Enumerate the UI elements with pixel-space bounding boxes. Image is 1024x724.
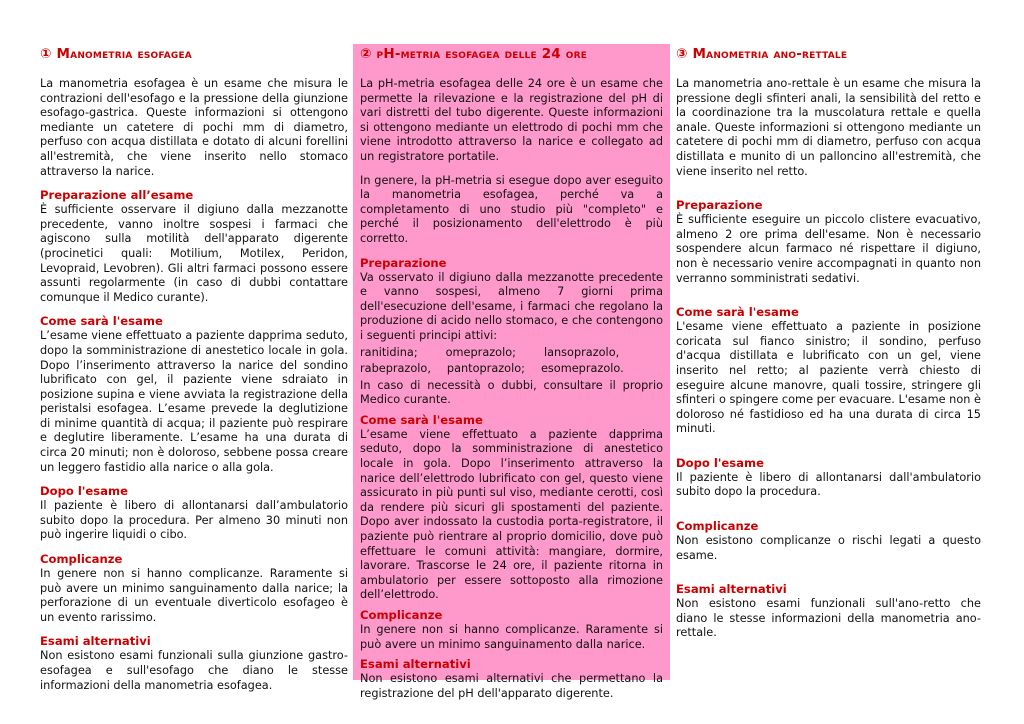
how-text: L’esame viene effettuato a paziente dapprima seduto, dopo la somministrazione di anestetico locale in gola. Dopo l’inserimento attraverso la narice del sondino lubrificato con gel, il paziente viene sdraiato in posizione supina e viene avviata la registrazione della peristalsi esofagea. L’esame prevede la deglutizione di minime quantità di acqua; il paziente può respirare e deglutire liberamente. L’esame ha una durata di circa 20 minuti; non è doloroso, sebbene possa creare un leggero fastidio alla narice o alla gola. bbox=[40, 329, 348, 474]
drug-name: rabeprazolo, bbox=[360, 362, 431, 376]
prep-title: Preparazione bbox=[676, 198, 763, 213]
alternatives-title: Esami alternativi bbox=[40, 634, 151, 649]
drug-name: pantoprazolo; bbox=[446, 362, 525, 376]
how-title: Come sarà l'esame bbox=[360, 412, 483, 427]
alternatives-text: Non esistono esami funzionali sull'ano-retto che diano le stesse informazioni della manometria ano-rettale. bbox=[676, 597, 981, 640]
drug-name: esomeprazolo. bbox=[540, 362, 624, 376]
after-text: Il paziente è libero di allontanarsi dall'ambulatorio subito dopo la procedura. bbox=[676, 470, 981, 499]
complications-text: In genere non si hanno complicanze. Raramente si può avere un minimo sanguinamento dalla narice. bbox=[360, 623, 663, 651]
section-heading: ② pH-metria esofagea delle 24 ore bbox=[360, 46, 588, 62]
alternatives-text: Non esistono esami funzionali sulla giunzione gastro-esofagea e sull'esofago che diano le stesse informazioni della manometria esofagea. bbox=[40, 649, 348, 692]
drug-name: omeprazolo; bbox=[445, 345, 516, 359]
section-heading: ① Manometria esofagea bbox=[40, 46, 192, 62]
prep-title: Preparazione all’esame bbox=[40, 188, 194, 203]
how-text: L'esame viene effettuato a paziente in posizione coricata sul fianco sinistro; il sondino, perfuso d'acqua distillata e lubrificato con un gel, viene inserito nel retto; al paziente verrà chiesto di eseguire alcune manovre, quali tossire, stringere gli sfinteri o spingere come per evacuare. L'esame non è doloroso né fastidioso ed ha una durata di circa 15 minuti. bbox=[676, 320, 981, 436]
intro-text-2: In genere, la pH-metria si esegue dopo aver eseguito la manometria esofagea, perché va a completamento di uno studio più "completo" e perché il posizionamento dell'elettrodo è più corretto. bbox=[360, 173, 663, 245]
prep-note: In caso di necessità o dubbi, consultare il proprio Medico curante. bbox=[360, 378, 663, 407]
section-heading: ③ Manometria ano-rettale bbox=[676, 46, 848, 62]
after-title: Dopo l'esame bbox=[40, 484, 128, 499]
how-title: Come sarà l'esame bbox=[40, 314, 163, 329]
how-title: Come sarà l'esame bbox=[676, 305, 799, 320]
how-text: L’esame viene effettuato a paziente dapprima seduto, dopo la somministrazione di anestetico locale in gola. Dopo l’inserimento attraverso la narice dell’elettrodo lubrificato con gel, questo viene assicurato in più punti sul viso, mediante cerotti, così da rendere più sicuri gli spostamenti del paziente. Dopo aver indossato la custodia porta-registratore, il paziente può rientrare al proprio domicilio, dove può effettuare le comuni attività: mangiare, dormire, lavorare. Trascorse le 24 ore, il paziente ritorna in ambulatorio per essere sottoposto alla rimozione dell’elettrodo. bbox=[360, 427, 663, 602]
intro-text: La pH-metria esofagea delle 24 ore è un esame che permette la rilevazione e la registrazione del pH di vari distretti del tubo digerente. Queste informazioni si ottengono mediante un elettrodo di pochi mm che viene introdotto attraverso la narice e collegato ad un registratore portatile. bbox=[360, 77, 663, 163]
alternatives-text: Non esistono esami alternativi che permettano la registrazione del pH dell'apparato digerente. bbox=[360, 672, 663, 700]
prep-title: Preparazione bbox=[360, 255, 447, 270]
complications-text: Non esistono complicanze o rischi legati a questo esame. bbox=[676, 534, 981, 562]
column-ph-metry bbox=[353, 44, 670, 700]
column-esophageal-manometry bbox=[40, 44, 348, 694]
prep-text: Va osservato il digiuno dalla mezzanotte precedente e vanno sospesi, almeno 7 giorni prima dell'esecuzione dell'esame, i farmaci che regolano la produzione di acido nello stomaco, e che contengono i seguenti principi attivi: bbox=[360, 270, 663, 342]
prep-text: È sufficiente eseguire un piccolo clistere evacuativo, almeno 2 ore prima dell'esame. Non è necessario sospendere alcun farmaco né rispettare il digiuno, non è necessario venire accompagnati in quanto non verranno somministrati sedativi. bbox=[676, 213, 981, 285]
prep-text: È sufficiente osservare il digiuno dalla mezzanotte precedente, vanno inoltre sospesi i farmaci che agiscono sulla motilità dell'apparato digerente (procinetici quali: Motilium, Motilex, Peridon, Levopraid, Levobren). Gli altri farmaci possono essere assunti regolarmente (in caso di dubbi contattare comunque il Medico curante). bbox=[40, 203, 348, 304]
complications-title: Complicanze bbox=[360, 608, 443, 622]
column-anorectal-manometry bbox=[676, 44, 981, 642]
after-title: Dopo l'esame bbox=[676, 455, 764, 470]
intro-text: La manometria esofagea è un esame che misura le contrazioni dell'esofago e la pressione della giunzione esofago-gastrica. Queste informazioni si ottengono mediante un catetere di pochi mm di diametro, perfuso con acqua distillata e dotato di alcuni forellini all'estremità, che viene inserito nello stomaco attraverso la narice. bbox=[40, 77, 348, 178]
alternatives-title: Esami alternativi bbox=[676, 582, 787, 597]
drug-name: ranitidina; bbox=[360, 345, 418, 359]
drug-list-row bbox=[360, 362, 663, 377]
complications-title: Complicanze bbox=[676, 519, 759, 534]
after-text: Il paziente è libero di allontanarsi dall’ambulatorio subito dopo la procedura. Per almeno 30 minuti non può ingerire liquidi o cibo. bbox=[40, 499, 348, 542]
complications-text: In genere non si hanno complicanze. Raramente si può avere un minimo sanguinamento dalla narice; la perforazione di un eventuale diverticolo esofageo è un evento rarissimo. bbox=[40, 567, 348, 624]
drug-name: lansoprazolo, bbox=[543, 345, 620, 359]
drug-list-row bbox=[360, 346, 663, 361]
complications-title: Complicanze bbox=[40, 552, 123, 567]
intro-text: La manometria ano-rettale è un esame che misura la pressione degli sfinteri anali, la sensibilità del retto e la coordinazione tra la muscolatura rettale e quella anale. Queste informazioni si ottengono mediante un catetere di pochi mm di diametro, perfuso con acqua distillata e munito di un palloncino all'estremità, che viene inserito nel retto. bbox=[676, 77, 981, 178]
alternatives-title: Esami alternativi bbox=[360, 657, 471, 672]
